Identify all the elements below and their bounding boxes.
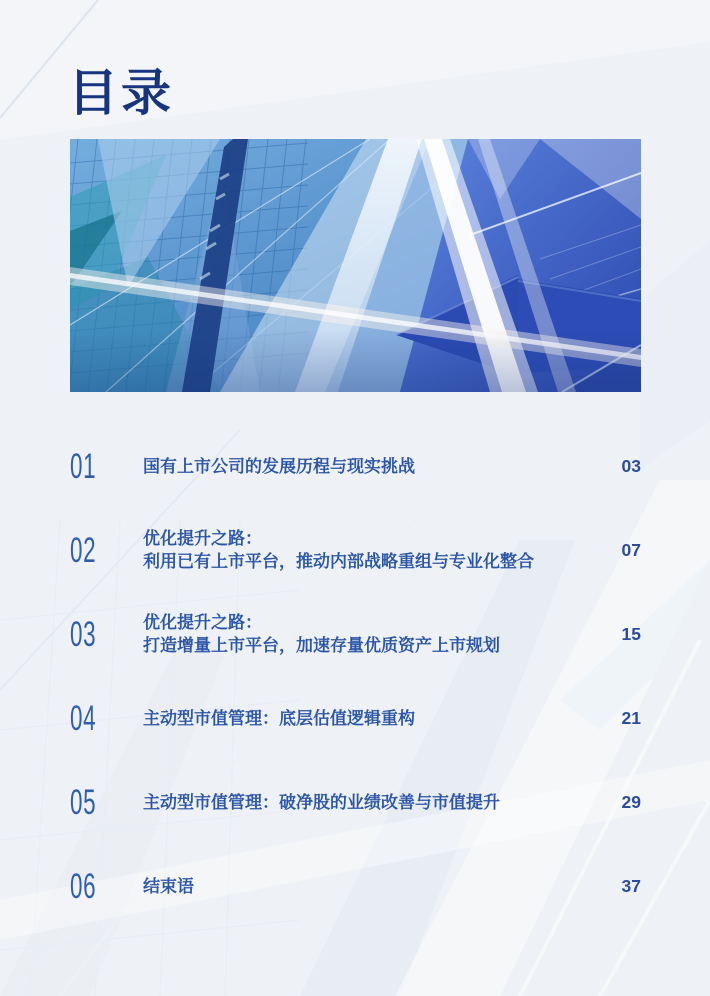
toc-entry[interactable] (70, 440, 641, 492)
toc-entry-title-line: 主动型市值管理：破净股的业绩改善与市值提升 (143, 792, 500, 812)
toc-entry[interactable] (70, 692, 641, 744)
toc-entry-page: 21 (621, 707, 641, 728)
toc-entry-number: 03 (70, 614, 97, 654)
toc-entry-title-line: 打造增量上市平台，加速存量优质资产上市规划 (143, 636, 500, 655)
toc-entry-title (143, 791, 593, 814)
toc-entry-title (143, 527, 593, 573)
toc-entry-title (143, 875, 593, 898)
hero-image (70, 139, 641, 392)
page-title: 目录 (68, 65, 174, 121)
toc-entry-title-line: 国有上市公司的发展历程与现实挑战 (143, 456, 415, 476)
toc-entry[interactable] (70, 860, 641, 912)
toc-entry-title-line: 优化提升之路： (143, 613, 262, 632)
toc-entry-title (143, 455, 593, 478)
toc-entry-title-line: 优化提升之路： (143, 529, 262, 548)
toc-list (70, 440, 641, 944)
toc-entry-page: 15 (621, 623, 641, 644)
toc-entry-page: 37 (621, 875, 641, 896)
toc-entry[interactable] (70, 524, 641, 576)
toc-entry-title (143, 611, 593, 657)
toc-entry-number: 05 (70, 782, 97, 822)
toc-entry-title (143, 707, 593, 730)
toc-entry-title-line: 结束语 (143, 876, 194, 896)
toc-entry-page: 29 (621, 791, 641, 812)
toc-entry-page: 03 (621, 455, 641, 476)
toc-entry-title-line: 利用已有上市平台，推动内部战略重组与专业化整合 (143, 552, 534, 571)
toc-entry[interactable] (70, 776, 641, 828)
toc-entry-number: 06 (70, 866, 97, 906)
toc-entry-title-line: 主动型市值管理：底层估值逻辑重构 (143, 708, 415, 728)
toc-entry-number: 01 (70, 446, 97, 486)
toc-entry-page: 07 (621, 539, 641, 560)
blue-architecture-illustration (70, 139, 641, 392)
toc-entry[interactable] (70, 608, 641, 660)
toc-entry-number: 04 (70, 698, 97, 738)
toc-entry-number: 02 (70, 530, 97, 570)
